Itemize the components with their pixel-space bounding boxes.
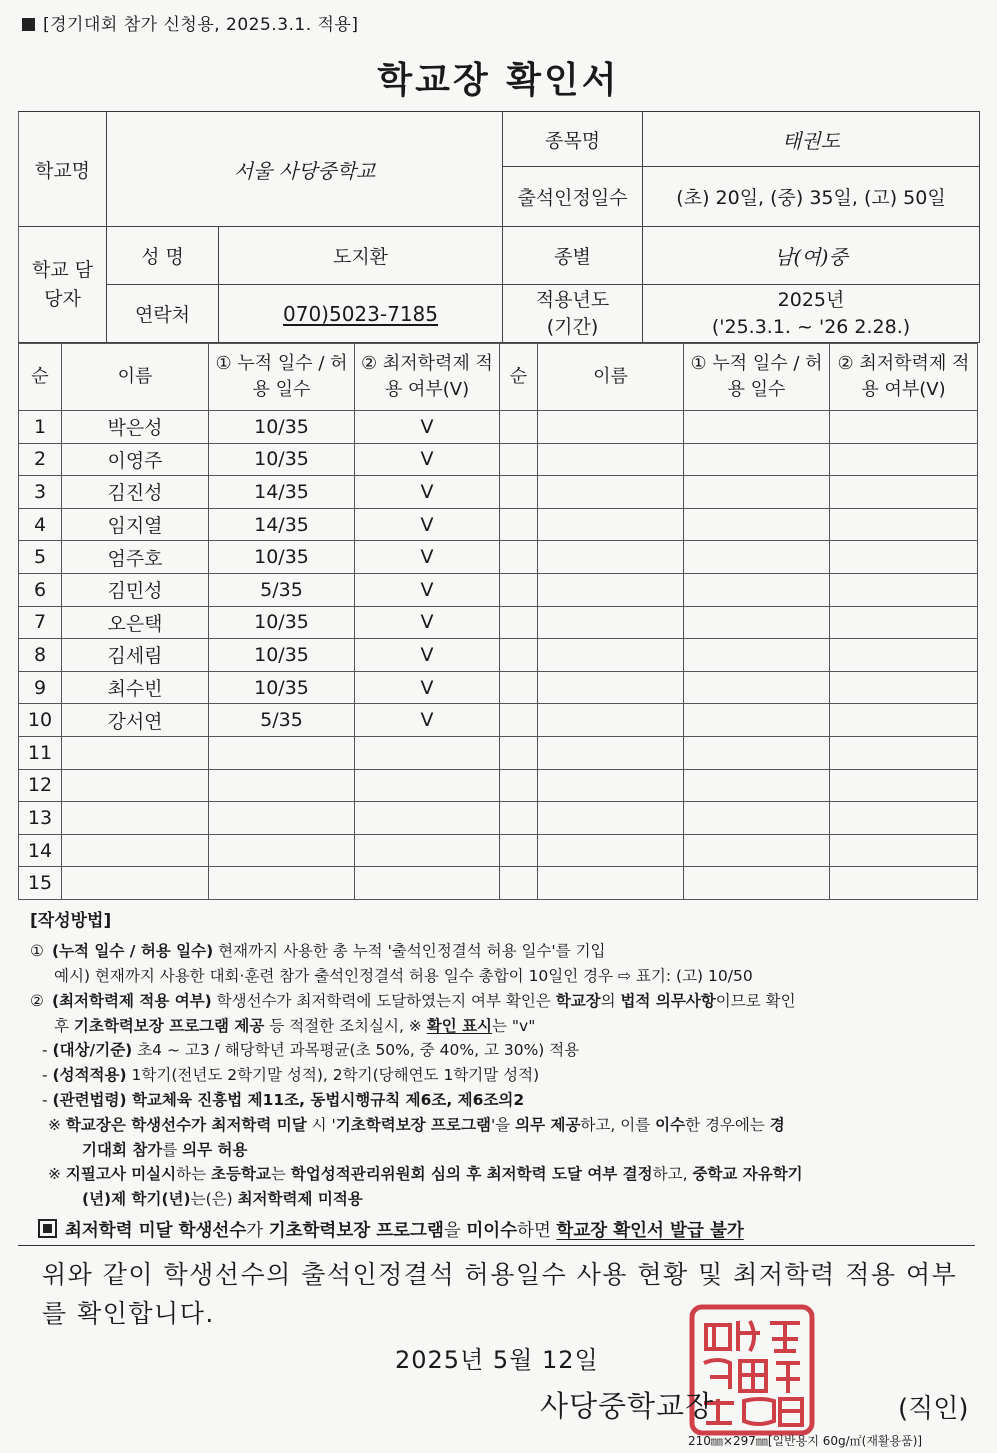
n2-g: 중학교 자유학기	[692, 1165, 803, 1184]
name-label: 성 명	[107, 227, 219, 285]
empty-cell	[830, 476, 978, 509]
table-row	[19, 443, 978, 476]
n1-d: '을	[490, 1115, 516, 1134]
notice-b: 가	[246, 1221, 269, 1241]
detail-1: - (대상/기준) 초4 ~ 고3 / 해당학년 과목평균(초 50%, 중 40%, 고 30%) 적용	[42, 1041, 580, 1060]
circle-one: ①	[30, 942, 44, 961]
method-item-1	[30, 939, 975, 964]
empty-cell	[500, 704, 538, 737]
student-name	[62, 834, 209, 867]
contact-label: 연락처	[107, 285, 219, 343]
col-min-header-2: ② 최저학력제 적용 여부(V)	[830, 344, 978, 411]
row-number: 9	[19, 671, 62, 704]
school-value: 서울 사당중학교	[107, 112, 503, 227]
table-row	[19, 671, 978, 704]
student-name: 김진성	[62, 476, 209, 509]
days-value	[209, 736, 355, 769]
table-row	[19, 736, 978, 769]
n1-l2c: 의무 허용	[182, 1140, 248, 1159]
empty-cell	[684, 443, 830, 476]
empty-cell	[538, 411, 684, 444]
empty-cell	[684, 834, 830, 867]
empty-cell	[684, 704, 830, 737]
name-value: 도지환	[219, 227, 503, 285]
row-number: 7	[19, 606, 62, 639]
days-value: 10/35	[209, 671, 355, 704]
empty-cell	[538, 834, 684, 867]
m1-bold: (누적 일수 / 허용 일수)	[52, 942, 214, 961]
col-name-header: 이름	[62, 344, 209, 411]
row-number: 15	[19, 867, 62, 900]
empty-cell	[538, 704, 684, 737]
days-value: 5/35	[209, 704, 355, 737]
method-example: 예시) 현재까지 사용한 대회·훈련 참가 출석인정결석 허용 일수 총합이 10일인 경우 ⇨ 표기: (고) 10/50	[54, 966, 753, 985]
school-label: 학교명	[19, 112, 107, 227]
empty-cell	[684, 411, 830, 444]
student-name: 박은성	[62, 411, 209, 444]
m2-t3: 이므로 확인	[715, 991, 796, 1010]
empty-cell	[830, 508, 978, 541]
min-mark: V	[355, 411, 500, 444]
year-value: 2025년	[777, 288, 845, 311]
student-name: 이영주	[62, 443, 209, 476]
empty-cell	[500, 639, 538, 672]
empty-cell	[538, 541, 684, 574]
empty-cell	[538, 671, 684, 704]
empty-cell	[830, 867, 978, 900]
year-period: ('25.3.1. ~ '26 2.28.)	[711, 315, 911, 338]
table-row	[19, 639, 978, 672]
m2-l2a: 후	[54, 1016, 74, 1035]
row-number: 5	[19, 541, 62, 574]
student-name: 임지열	[62, 508, 209, 541]
empty-cell	[830, 704, 978, 737]
empty-cell	[684, 639, 830, 672]
square-bullet-icon	[22, 18, 35, 31]
empty-cell	[500, 508, 538, 541]
empty-cell	[830, 639, 978, 672]
empty-cell	[500, 802, 538, 835]
attend-value: (초) 20일, (중) 35일, (고) 50일	[643, 167, 980, 227]
student-name	[62, 736, 209, 769]
empty-cell	[684, 867, 830, 900]
empty-cell	[538, 867, 684, 900]
method-heading: [작성방법]	[30, 911, 112, 931]
col-days-header: ① 누적 일수 / 허용 일수	[209, 344, 355, 411]
detail-2: - (성적적용) 1학기(전년도 2학기말 성적), 2학기(당해연도 1학기말 성적)	[42, 1066, 540, 1085]
empty-cell	[500, 769, 538, 802]
empty-cell	[684, 541, 830, 574]
days-value: 10/35	[209, 639, 355, 672]
manager-label: 학교 담당자	[19, 227, 107, 343]
empty-cell	[830, 411, 978, 444]
days-value	[209, 769, 355, 802]
n1-b: 시 '	[306, 1115, 336, 1134]
empty-cell	[830, 736, 978, 769]
student-name	[62, 802, 209, 835]
empty-cell	[830, 802, 978, 835]
m2-b4: 확인 표시	[426, 1016, 493, 1035]
table-row	[19, 704, 978, 737]
detail-3: - (관련법령) 학교체육 진흥법 제11조, 동법시행규칙 제6조, 제6조의2	[42, 1090, 525, 1109]
n2-f: 하고,	[652, 1165, 693, 1184]
min-mark	[355, 867, 500, 900]
m2-t1: 학생선수가 최저학력에 도달하였는지 여부 확인은	[211, 991, 556, 1010]
min-mark: V	[355, 639, 500, 672]
empty-cell	[830, 834, 978, 867]
table-row	[19, 508, 978, 541]
row-number: 2	[19, 443, 62, 476]
note-2: ※ 지필고사 미실시하는 초등학교는 학업성적관리위원회 심의 후 최저학력 도달 여부 결정하고, 중학교 자유학기	[48, 1165, 803, 1184]
table-row	[19, 606, 978, 639]
days-value	[209, 834, 355, 867]
min-mark: V	[355, 508, 500, 541]
d1-text: 초4 ~ 고3 / 해당학년 과목평균(초 50%, 중 40%, 고 30%) 적용	[132, 1041, 580, 1060]
empty-cell	[538, 802, 684, 835]
empty-cell	[830, 606, 978, 639]
row-number: 6	[19, 573, 62, 606]
table-row	[19, 802, 978, 835]
min-mark: V	[355, 704, 500, 737]
empty-cell	[538, 476, 684, 509]
n1-l2b: 를	[162, 1140, 183, 1159]
empty-cell	[500, 867, 538, 900]
days-value: 10/35	[209, 411, 355, 444]
d3-text: (관련법령) 학교체육 진흥법 제11조, 동법시행규칙 제6조, 제6조의2	[52, 1090, 525, 1109]
notice-c: 기초학력보장 프로그램	[268, 1221, 444, 1241]
student-name: 강서연	[62, 704, 209, 737]
notice-f: 하면	[517, 1221, 557, 1241]
row-number: 8	[19, 639, 62, 672]
empty-cell	[538, 443, 684, 476]
min-mark	[355, 834, 500, 867]
empty-cell	[684, 573, 830, 606]
min-mark: V	[355, 606, 500, 639]
student-name: 김세림	[62, 639, 209, 672]
col-days-header-2: ① 누적 일수 / 허용 일수	[684, 344, 830, 411]
days-value: 10/35	[209, 541, 355, 574]
seal-label: (직인)	[898, 1394, 969, 1424]
event-value: 태권도	[643, 112, 980, 167]
empty-cell	[830, 541, 978, 574]
days-value: 10/35	[209, 443, 355, 476]
empty-cell	[830, 769, 978, 802]
empty-cell	[538, 606, 684, 639]
divider	[18, 1245, 975, 1246]
confirm-text: 위와 같이 학생선수의 출석인정결석 허용일수 사용 현황 및 최저학력 적용 여부를 확인합니다.	[42, 1260, 958, 1328]
n1-g: 이수	[655, 1115, 686, 1134]
student-name	[62, 867, 209, 900]
n2-d: 는	[270, 1165, 291, 1184]
school-sign: 사당중학교장	[540, 1389, 715, 1423]
m2-b2: 법적 의무사항	[620, 991, 716, 1010]
n2-c: 초등학교	[211, 1165, 271, 1184]
table-row	[19, 769, 978, 802]
n1-e: 의무 제공	[515, 1115, 581, 1134]
year-cell	[643, 285, 980, 343]
days-value: 5/35	[209, 573, 355, 606]
event-label: 종목명	[503, 112, 643, 167]
row-number: 3	[19, 476, 62, 509]
min-mark	[355, 736, 500, 769]
d2-bold: (성적적용)	[52, 1066, 127, 1085]
info-table	[18, 111, 980, 343]
empty-cell	[684, 606, 830, 639]
empty-cell	[500, 834, 538, 867]
empty-cell	[500, 736, 538, 769]
days-value	[209, 867, 355, 900]
empty-cell	[500, 541, 538, 574]
note-1-line2	[30, 1138, 975, 1163]
row-number: 1	[19, 411, 62, 444]
col-no-header: 순	[19, 344, 62, 411]
min-mark: V	[355, 541, 500, 574]
m2-b3: 기초학력보장 프로그램 제공	[73, 1016, 265, 1035]
notice-e: 미이수	[466, 1221, 518, 1241]
empty-cell	[830, 573, 978, 606]
col-min-header: ② 최저학력제 적용 여부(V)	[355, 344, 500, 411]
empty-cell	[684, 736, 830, 769]
empty-cell	[830, 443, 978, 476]
n1-h: 한 경우에는	[685, 1115, 770, 1134]
student-name: 오은택	[62, 606, 209, 639]
year-label: 적용년도 (기간)	[503, 285, 643, 343]
empty-cell	[500, 573, 538, 606]
min-mark: V	[355, 443, 500, 476]
row-number: 4	[19, 508, 62, 541]
gender-label: 종별	[503, 227, 643, 285]
note-1: ※ 학교장은 학생선수가 최저학력 미달 시 '기초학력보장 프로그램'을 의무 제공하고, 이를 이수한 경우에는 경	[48, 1115, 785, 1134]
n2-b: 하는	[176, 1165, 212, 1184]
n1-a: 학교장은 학생선수가 최저학력 미달	[65, 1115, 307, 1134]
contact-value: 070)5023-7185	[283, 301, 438, 326]
empty-cell	[500, 443, 538, 476]
method-item-2-line2	[30, 1014, 975, 1039]
checkbox-square-icon	[38, 1219, 57, 1238]
note-2-line2	[30, 1187, 975, 1212]
m2-l2c: 는 "v"	[492, 1016, 536, 1035]
row-number: 14	[19, 834, 62, 867]
days-value: 14/35	[209, 476, 355, 509]
empty-cell	[684, 476, 830, 509]
attend-label: 출석인정일수	[503, 167, 643, 227]
col-name-header-2: 이름	[538, 344, 684, 411]
method-item-2	[30, 989, 975, 1014]
method-section	[30, 908, 975, 1212]
row-number: 11	[19, 736, 62, 769]
empty-cell	[684, 769, 830, 802]
n1-l2a: 기대회 참가	[82, 1140, 163, 1159]
empty-cell	[538, 736, 684, 769]
circle-two: ②	[30, 991, 44, 1010]
days-value	[209, 802, 355, 835]
notice-g: 학교장 확인서 발급 불가	[556, 1221, 744, 1241]
days-value: 14/35	[209, 508, 355, 541]
days-value: 10/35	[209, 606, 355, 639]
m1-text: 현재까지 사용한 총 누적 '출석인정결석 허용 일수'를 기입	[213, 942, 606, 961]
table-row	[19, 573, 978, 606]
empty-cell	[684, 802, 830, 835]
empty-cell	[830, 671, 978, 704]
empty-cell	[538, 639, 684, 672]
table-row	[19, 541, 978, 574]
empty-cell	[500, 476, 538, 509]
student-name: 엄주호	[62, 541, 209, 574]
n2-l2b: 는(은)	[190, 1190, 238, 1209]
notice-d: 을	[443, 1221, 467, 1241]
student-name: 최수빈	[62, 671, 209, 704]
paper-spec: 210㎜×297㎜[일반용지 60g/㎡(재활용품)]	[688, 1434, 923, 1448]
d2-text: 1학기(전년도 2학기말 성적), 2학기(당해연도 1학기말 성적)	[126, 1066, 540, 1085]
notice-a: 최저학력 미달 학생선수	[65, 1221, 247, 1241]
empty-cell	[538, 769, 684, 802]
contact-cell	[219, 285, 503, 343]
col-no-header-2: 순	[500, 344, 538, 411]
n2-l2c: 최저학력제 미적용	[237, 1190, 363, 1209]
n1-i: 경	[769, 1115, 785, 1134]
notice-line	[38, 1217, 744, 1242]
min-mark: V	[355, 671, 500, 704]
m2-bold: (최저학력제 적용 여부)	[52, 991, 212, 1010]
n1-c: 기초학력보장 프로그램	[335, 1115, 491, 1134]
empty-cell	[500, 411, 538, 444]
table-row	[19, 411, 978, 444]
issue-date: 2025년 5월 12일	[395, 1346, 599, 1374]
student-name: 김민성	[62, 573, 209, 606]
min-mark: V	[355, 573, 500, 606]
empty-cell	[500, 606, 538, 639]
min-mark: V	[355, 476, 500, 509]
n2-a: 지필고사 미실시	[65, 1165, 177, 1184]
table-row	[19, 834, 978, 867]
min-mark	[355, 769, 500, 802]
row-number: 10	[19, 704, 62, 737]
empty-cell	[500, 671, 538, 704]
gender-value: 남(여)중	[643, 227, 980, 285]
roster-table	[18, 343, 978, 900]
empty-cell	[538, 508, 684, 541]
m2-l2b: 등 적절한 조치실시, ※	[264, 1016, 427, 1035]
row-number: 12	[19, 769, 62, 802]
table-row	[19, 476, 978, 509]
n1-f: 하고, 이를	[580, 1115, 656, 1134]
m2-b1: 학교장	[555, 991, 601, 1010]
empty-cell	[684, 508, 830, 541]
header-note-text: [경기대회 참가 신청용, 2025.3.1. 적용]	[43, 15, 359, 35]
table-row	[19, 867, 978, 900]
header-note	[22, 10, 359, 35]
d1-bold: (대상/기준)	[52, 1041, 133, 1060]
student-name	[62, 769, 209, 802]
empty-cell	[684, 671, 830, 704]
m2-t2: 의	[600, 991, 621, 1010]
min-mark	[355, 802, 500, 835]
roster-header-row	[19, 344, 978, 411]
n2-e: 학업성적관리위원회 심의 후 최저학력 도달 여부 결정	[290, 1165, 653, 1184]
row-number: 13	[19, 802, 62, 835]
n2-l2a: (년)제 학기(년)	[82, 1190, 191, 1209]
page-title: 학교장 확인서	[377, 60, 620, 101]
empty-cell	[538, 573, 684, 606]
